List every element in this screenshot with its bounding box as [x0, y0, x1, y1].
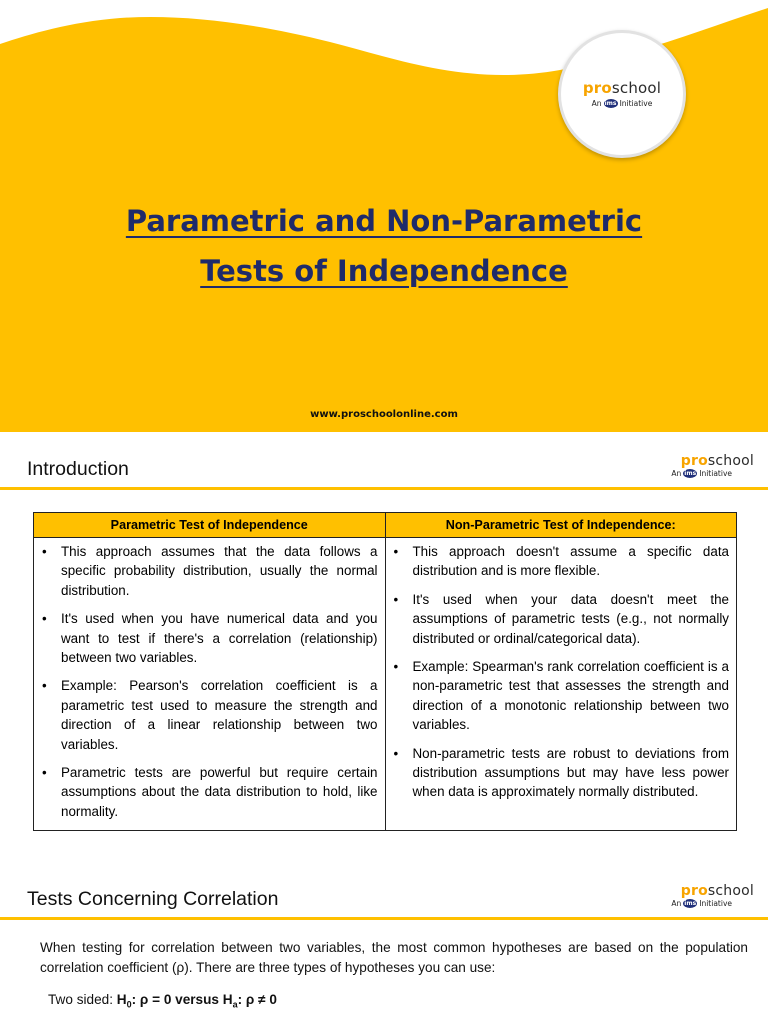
comparison-table	[33, 512, 737, 831]
logo-pro: pro	[680, 453, 708, 469]
logo-tagline	[592, 99, 653, 108]
logo-tagline	[671, 469, 732, 478]
non-parametric-header: Non-Parametric Test of Independence:	[385, 513, 737, 538]
list-item: • Example: Spearman's rank correlation coefficient is a non-parametric test that assesses the strength and direction of a monotonic relationship between two variables.	[390, 657, 730, 735]
list-item: • This approach assumes that the data follows a specific probability distribution, usually the normal distribution.	[38, 542, 378, 600]
two-sided-hypothesis	[48, 992, 277, 1010]
parametric-cell	[34, 538, 386, 831]
logo-initiative: Initiative	[699, 469, 732, 478]
title-slide	[0, 0, 768, 432]
non-parametric-list	[390, 542, 730, 802]
logo-school: school	[707, 883, 754, 899]
proschool-logo	[558, 30, 686, 158]
non-parametric-cell	[385, 538, 737, 831]
introduction-slide	[0, 432, 768, 860]
h0-letter: H	[116, 992, 127, 1007]
page-title	[0, 196, 768, 296]
ha-subscript: a	[232, 999, 238, 1010]
list-item: • Non-parametric tests are robust to deviations from distribution assumptions but may have less power when data is approximately normally distributed.	[390, 744, 730, 802]
null-hypothesis	[116, 992, 277, 1010]
list-item: • Parametric tests are powerful but require certain assumptions about the data distribution to hold, like normality.	[38, 763, 378, 821]
logo-school: school	[611, 78, 662, 97]
table-row	[34, 538, 737, 831]
logo-brand	[671, 884, 754, 898]
logo-brand	[582, 78, 662, 97]
correlation-slide	[0, 862, 768, 1024]
section-header	[0, 862, 768, 920]
ha-expression: : ρ ≠ 0	[237, 992, 277, 1007]
logo-pro: pro	[680, 883, 708, 899]
table-header-row	[34, 513, 737, 538]
h0-expression: : ρ = 0 versus H	[131, 992, 233, 1007]
logo-initiative: Initiative	[619, 98, 653, 108]
logo-an: An	[591, 98, 602, 108]
proschool-logo	[671, 884, 754, 908]
section-title: Introduction	[27, 458, 129, 480]
correlation-body-text: When testing for correlation between two variables, the most common hypotheses are based on the population correlation coefficient (ρ). There are three types of hypotheses you can use:	[40, 940, 748, 975]
hypothesis-label: Two sided:	[48, 992, 117, 1007]
list-item: • It's used when you have numerical data and you want to test if there's a correlation (relationship) between two variables.	[38, 609, 378, 667]
logo-pro: pro	[582, 78, 612, 97]
logo-an: An	[671, 899, 682, 908]
ims-icon: ims	[604, 99, 617, 107]
logo-tagline	[671, 899, 732, 908]
section-header	[0, 432, 768, 490]
list-item: • It's used when your data doesn't meet the assumptions of parametric tests (e.g., not normally distributed or ordinal/categorical data).	[390, 590, 730, 648]
ims-icon: ims	[684, 900, 697, 907]
title-line-2: Tests of Independence	[200, 254, 568, 288]
parametric-list	[38, 542, 378, 821]
list-item: • This approach doesn't assume a specific data distribution and is more flexible.	[390, 542, 730, 581]
proschool-logo	[671, 454, 754, 478]
title-line-1: Parametric and Non-Parametric	[125, 204, 643, 238]
ims-icon: ims	[684, 470, 697, 477]
section-title: Tests Concerning Correlation	[27, 888, 279, 910]
logo-initiative: Initiative	[699, 899, 732, 908]
website-link[interactable]: www.proschoolonline.com	[310, 409, 458, 420]
logo-brand	[671, 454, 754, 468]
h0-subscript: 0	[126, 999, 132, 1010]
logo-an: An	[671, 469, 682, 478]
logo-school: school	[707, 453, 754, 469]
parametric-header: Parametric Test of Independence	[34, 513, 386, 538]
list-item: • Example: Pearson's correlation coefficient is a parametric test used to measure the strength and direction of a linear relationship between two variables.	[38, 676, 378, 754]
